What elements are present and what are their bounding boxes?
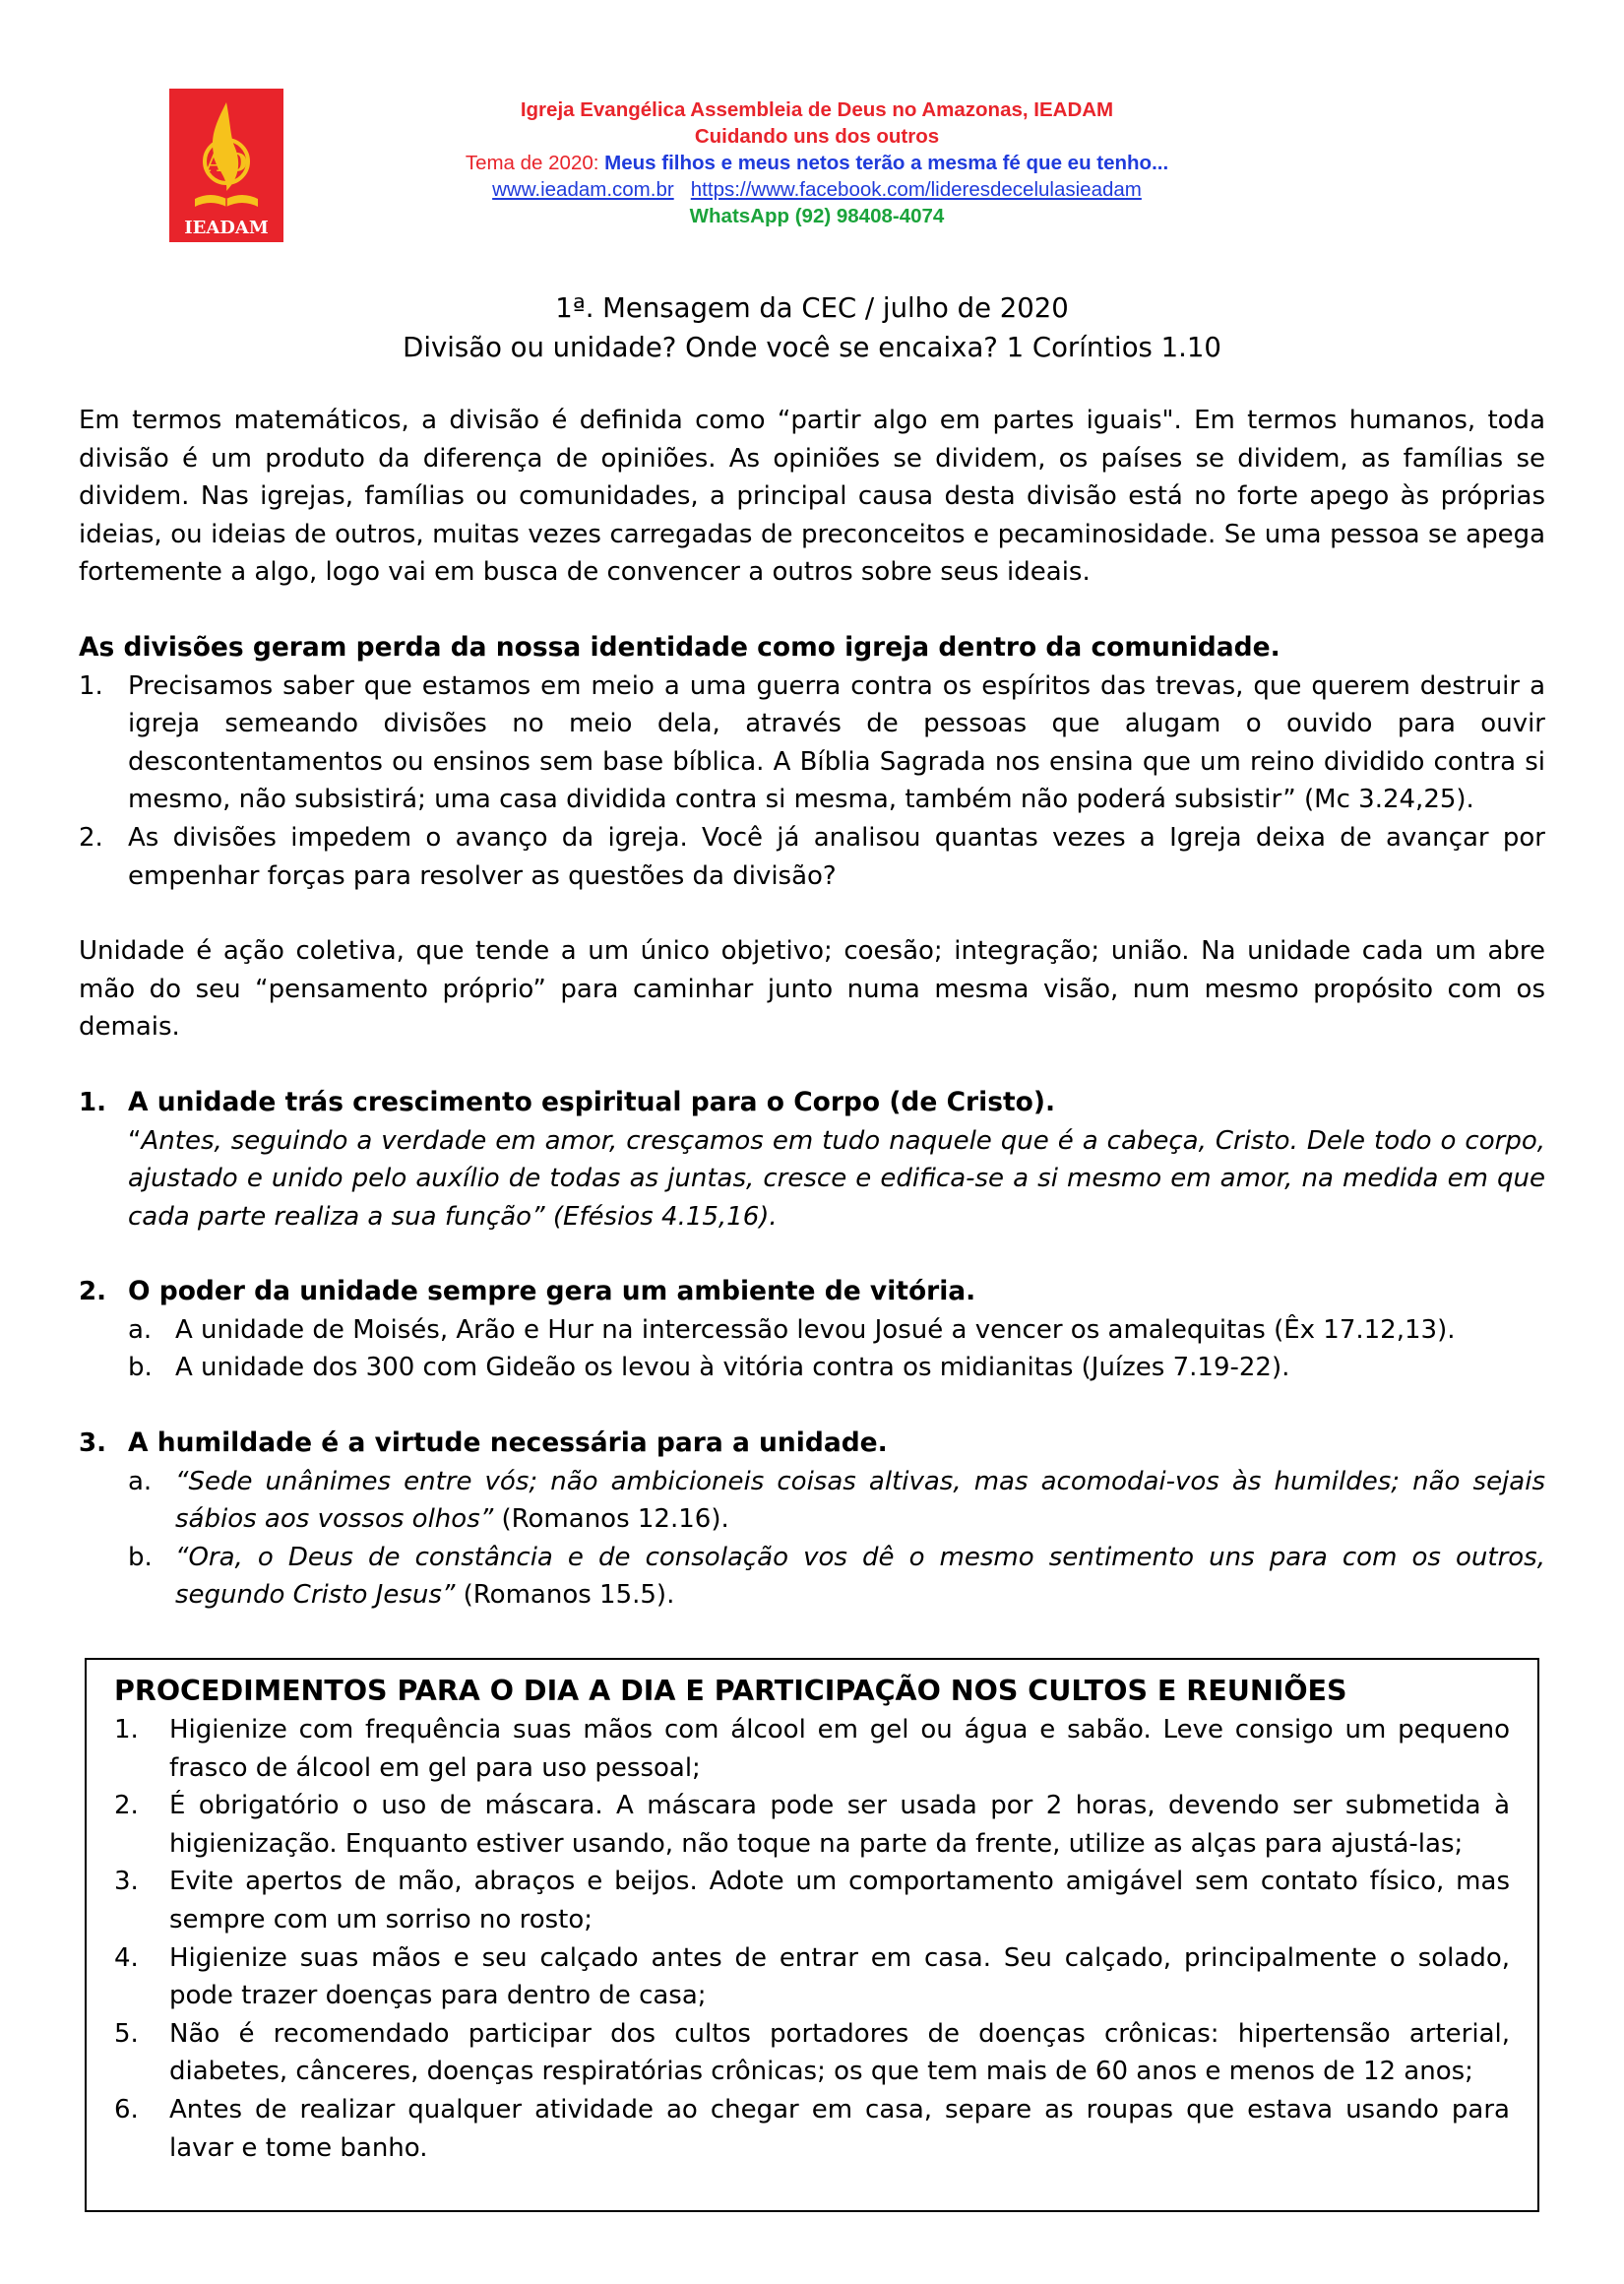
- point-heading: [79, 1084, 1545, 1122]
- church-name: Igreja Evangélica Assembleia de Deus no Amazonas, IEADAM: [520, 98, 1114, 121]
- sub-item: [79, 1349, 1545, 1387]
- list-text: Precisamos saber que estamos em meio a uma guerra contra os espíritos das trevas, que querem destruir a igreja semeando divisões no meio dela, através de pessoas que alugam o ouvido para ouvir descontentamentos ou ensinos sem base bíblica. A Bíblia Sagrada nos ensina que um reino dividido contra si mesmo, não subsistirá; uma casa dividida contra si mesma, também não poderá subsistir” (Mc 3.24,25).: [128, 670, 1545, 815]
- sub-letter: a.: [128, 1314, 153, 1345]
- flame-bible-icon: [169, 89, 283, 242]
- list-item: [114, 2091, 1510, 2167]
- list-number: 6.: [114, 2094, 139, 2125]
- list-text: As divisões impedem o avanço da igreja. Você já analisou quantas vezes a Igreja deixa de avançar por empenhar forças para resolver as questões da divisão?: [128, 822, 1545, 891]
- theme-text: Meus filhos e meus netos terão a mesma fé que eu tenho...: [604, 152, 1169, 174]
- list-item: [114, 1939, 1510, 2015]
- sub-text: A unidade de Moisés, Arão e Hur na intercessão levou Josué a vencer os amalequitas (Êx 17.12,13).: [175, 1314, 1456, 1345]
- point-number: 1.: [79, 1087, 106, 1117]
- list-item: [79, 819, 1545, 895]
- point-heading: [79, 1425, 1545, 1463]
- intro-paragraph: Em termos matemáticos, a divisão é definida como “partir algo em partes iguais". Em termos humanos, toda divisão é um produto da diferença de opiniões. As opiniões se dividem, os países se dividem, as famílias se dividem. Nas igrejas, famílias ou comunidades, a principal causa desta divisão está no forte apego às próprias ideias, ou ideias de outros, muitas vezes carregadas de preconceitos e pecaminosidade. Se uma pessoa se apega fortemente a algo, logo vai em busca de convencer a outros sobre seus ideais.: [79, 406, 1545, 588]
- sub-letter: b.: [128, 1542, 153, 1572]
- list-item: [114, 1711, 1510, 1787]
- facebook-link[interactable]: https://www.facebook.com/lideresdecelulasieadam: [690, 178, 1142, 201]
- list-text: Não é recomendado participar dos cultos portadores de doenças crônicas: hipertensão arterial, diabetes, cânceres, doenças respiratórias crônicas; os que tem mais de 60 anos e menos de 12 anos;: [169, 2018, 1510, 2087]
- list-item: [114, 1863, 1510, 1938]
- sub-reference: (Romanos 15.5).: [455, 1580, 675, 1611]
- sub-text: A unidade dos 300 com Gideão os levou à vitória contra os midianitas (Juízes 7.19-22).: [175, 1353, 1290, 1383]
- point-number: 2.: [79, 1277, 106, 1307]
- ieadam-logo: [169, 89, 283, 242]
- point-title: A humildade é a virtude necessária para a unidade.: [128, 1428, 888, 1459]
- svg-text:AD: AD: [205, 149, 248, 178]
- list-text: Evite apertos de mão, abraços e beijos. Adote um comportamento amigável sem contato físico, mas sempre com um sorriso no rosto;: [169, 1867, 1510, 1935]
- point-number: 3.: [79, 1428, 106, 1459]
- procedures-title: PROCEDIMENTOS PARA O DIA A DIA E PARTICIPAÇÃO NOS CULTOS E REUNIÕES: [114, 1675, 1347, 1707]
- message-title: [295, 288, 1329, 367]
- list-number: 5.: [114, 2018, 139, 2049]
- list-number: 2.: [79, 822, 103, 853]
- point-title: O poder da unidade sempre gera um ambiente de vitória.: [128, 1276, 976, 1307]
- message-body: [79, 402, 1545, 1615]
- list-text: É obrigatório o uso de máscara. A máscara pode ser usada por 2 horas, devendo ser submetida à higienização. Enquanto estiver usando, não toque na parte da frente, utilize as alças para ajustá-las;: [169, 1791, 1510, 1859]
- svg-text:IEADAM: IEADAM: [184, 218, 269, 238]
- quote-text: Antes, seguindo a verdade em amor, cresçamos em tudo naquele que é a cabeça, Cristo. Dele todo o corpo, ajustado e unido pelo auxílio de todas as juntas, cresce e edifica-se a si mesmo em amor, na medida em que cada parte realiza a sua função” (Efésios 4.15,16).: [128, 1125, 1545, 1232]
- unity-definition: Unidade é ação coletiva, que tende a um único objetivo; coesão; integração; união. Na unidade cada um abre mão do seu “pensamento próprio” para caminhar junto numa mesma visão, num mesmo propósito com os demais.: [79, 936, 1545, 1043]
- list-item: [79, 667, 1545, 819]
- procedures-box: [85, 1658, 1539, 2212]
- title-line-1: 1ª. Mensagem da CEC / julho de 2020: [555, 292, 1069, 324]
- list-number: 3.: [114, 1867, 139, 1897]
- links-line: [374, 176, 1260, 203]
- theme-label: Tema de 2020:: [465, 152, 605, 174]
- list-text: Higienize com frequência suas mãos com álcool em gel ou água e sabão. Leve consigo um pequeno frasco de álcool em gel para uso pessoal;: [169, 1715, 1510, 1783]
- sub-reference: (Romanos 12.16).: [493, 1504, 729, 1535]
- sub-item: [79, 1539, 1545, 1615]
- list-text: Antes de realizar qualquer atividade ao chegar em casa, separe as roupas que estava usando para lavar e tome banho.: [169, 2094, 1510, 2163]
- list-text: Higienize suas mãos e seu calçado antes de entrar em casa. Seu calçado, principalmente o solado, pode trazer doenças para dentro de casa;: [169, 1942, 1510, 2011]
- title-line-2: Divisão ou unidade? Onde você se encaixa? 1 Coríntios 1.10: [403, 332, 1221, 363]
- list-number: 1.: [79, 670, 103, 701]
- point-heading: [79, 1273, 1545, 1311]
- whatsapp-line: WhatsApp (92) 98408-4074: [689, 205, 945, 227]
- site-link[interactable]: www.ieadam.com.br: [492, 178, 674, 201]
- bible-quote: [79, 1122, 1545, 1237]
- sub-item: [79, 1463, 1545, 1539]
- sub-letter: b.: [128, 1353, 153, 1383]
- list-number: 4.: [114, 1942, 139, 1973]
- church-motto: Cuidando uns dos outros: [694, 125, 940, 148]
- church-header: [374, 96, 1260, 229]
- quote-mark: “: [128, 1125, 142, 1156]
- sub-quote: “Ora, o Deus de constância e de consolação vos dê o mesmo sentimento uns para com os outros, segundo Cristo Jesus”: [175, 1542, 1545, 1611]
- theme-line: [374, 150, 1260, 176]
- sub-item: [79, 1311, 1545, 1350]
- list-item: [114, 2015, 1510, 2091]
- list-number: 2.: [114, 1791, 139, 1821]
- list-item: [114, 1787, 1510, 1863]
- divisions-heading: As divisões geram perda da nossa identidade como igreja dentro da comunidade.: [79, 631, 1280, 663]
- sub-quote: “Sede unânimes entre vós; não ambicioneis coisas altivas, mas acomodai-vos às humildes; não sejais sábios aos vossos olhos”: [175, 1466, 1545, 1535]
- point-title: A unidade trás crescimento espiritual para o Corpo (de Cristo).: [128, 1086, 1056, 1117]
- sub-letter: a.: [128, 1466, 153, 1496]
- list-number: 1.: [114, 1715, 139, 1745]
